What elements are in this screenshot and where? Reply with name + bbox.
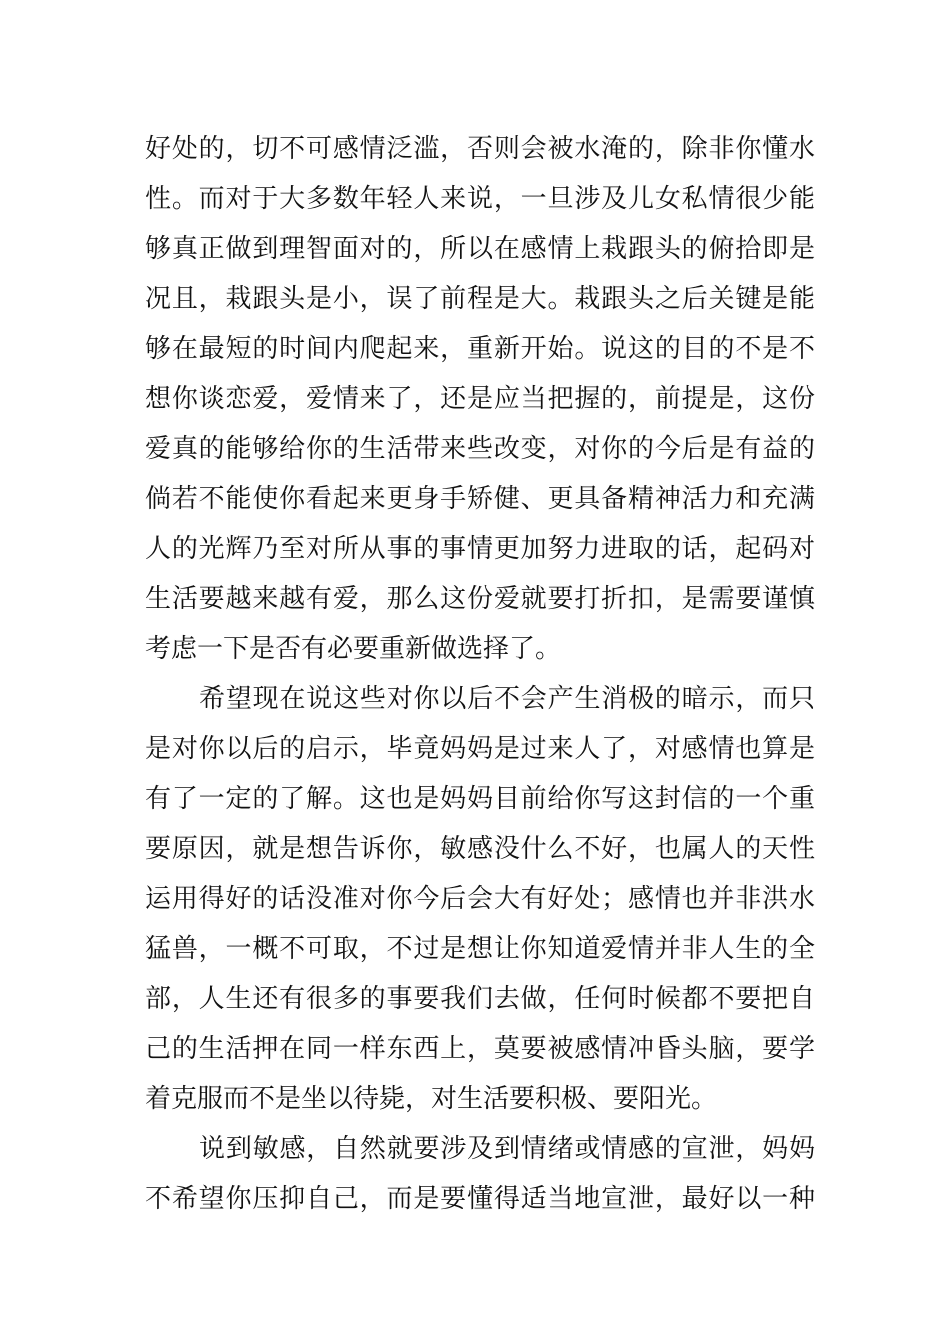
text-line: 猛兽，一概不可取，不过是想让你知道爱情并非人生的全 <box>145 934 815 964</box>
text-line: 想你谈恋爱，爱情来了，还是应当把握的，前提是，这份 <box>145 384 815 414</box>
text-line: 要原因，就是想告诉你，敏感没什么不好，也属人的天性 <box>145 834 815 864</box>
text-line: 好处的，切不可感情泛滥，否则会被水淹的，除非你懂水 <box>145 134 815 164</box>
text-line: 部，人生还有很多的事要我们去做，任何时候都不要把自 <box>145 984 815 1014</box>
text-line: 性。而对于大多数年轻人来说，一旦涉及儿女私情很少能 <box>145 184 815 214</box>
text-line: 况且，栽跟头是小，误了前程是大。栽跟头之后关键是能 <box>145 284 815 314</box>
paragraph-end-line: 着克服而不是坐以待毙，对生活要积极、要阳光。 <box>145 1084 718 1114</box>
paragraph-end-line: 考虑一下是否有必要重新做选择了。 <box>145 634 562 664</box>
paragraph-start-line: 说到敏感，自然就要涉及到情绪或情感的宣泄，妈妈 <box>199 1134 815 1164</box>
text-line: 生活要越来越有爱，那么这份爱就要打折扣，是需要谨慎 <box>145 584 815 614</box>
paragraph-start-line: 希望现在说这些对你以后不会产生消极的暗示，而只 <box>199 684 815 714</box>
text-line: 爱真的能够给你的生活带来些改变，对你的今后是有益的 <box>145 434 815 464</box>
text-line: 有了一定的了解。这也是妈妈目前给你写这封信的一个重 <box>145 784 815 814</box>
text-line: 运用得好的话没准对你今后会大有好处；感情也并非洪水 <box>145 884 815 914</box>
text-line: 是对你以后的启示，毕竟妈妈是过来人了，对感情也算是 <box>145 734 815 764</box>
text-line: 够真正做到理智面对的，所以在感情上栽跟头的俯拾即是 <box>145 234 815 264</box>
text-line: 己的生活押在同一样东西上，莫要被感情冲昏头脑，要学 <box>145 1034 815 1064</box>
text-line: 人的光辉乃至对所从事的事情更加努力进取的话，起码对 <box>145 534 815 564</box>
text-line: 不希望你压抑自己，而是要懂得适当地宣泄，最好以一种 <box>145 1184 815 1214</box>
letter-text <box>145 124 815 1224</box>
text-line: 够在最短的时间内爬起来，重新开始。说这的目的不是不 <box>145 334 815 364</box>
text-line: 倘若不能使你看起来更身手矫健、更具备精神活力和充满 <box>145 484 815 514</box>
